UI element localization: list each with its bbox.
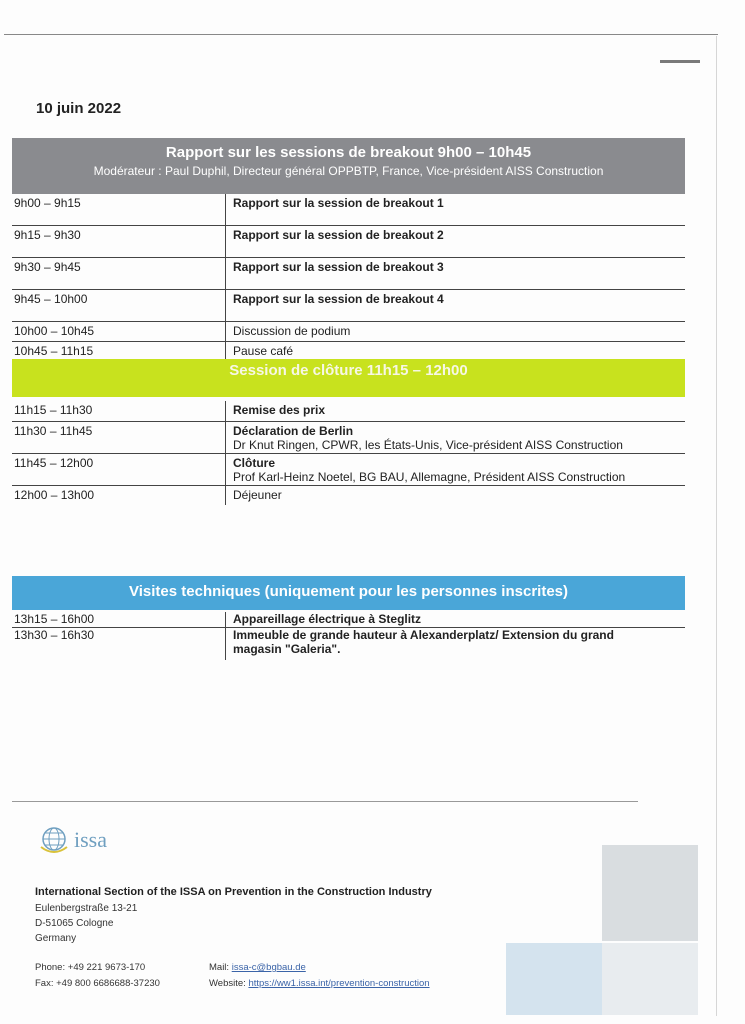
table-row xyxy=(12,422,685,454)
row-activity-continued: magasin "Galeria". xyxy=(233,642,341,656)
row-time: 10h00 – 10h45 xyxy=(14,324,95,338)
section-subtitle: Modérateur : Paul Duphil, Directeur général OPPBTP, France, Vice-président AISS Construction xyxy=(93,164,604,178)
table-row xyxy=(12,612,685,628)
row-activity: Pause café xyxy=(233,344,294,358)
table-row xyxy=(12,454,685,486)
decorative-square xyxy=(602,845,698,941)
scan-mark xyxy=(660,60,700,63)
row-time: 12h00 – 13h00 xyxy=(14,488,95,502)
address-line: Eulenbergstraße 13-21 xyxy=(35,903,138,914)
footer-divider xyxy=(12,801,638,802)
page-date: 10 juin 2022 xyxy=(36,100,122,117)
table-row xyxy=(12,486,685,505)
row-activity-detail: Prof Karl-Heinz Noetel, BG BAU, Allemagne, Président AISS Construction xyxy=(233,470,626,484)
decorative-square xyxy=(602,943,698,1015)
row-activity-cell xyxy=(225,422,683,453)
row-activity: Rapport sur la session de breakout 3 xyxy=(233,260,444,274)
table-row xyxy=(12,226,685,258)
mail-link[interactable]: issa-c@bgbau.de xyxy=(231,962,306,973)
row-activity-detail: Dr Knut Ringen, CPWR, les États-Unis, Vice-président AISS Construction xyxy=(233,438,623,452)
section-technical-visits xyxy=(12,576,685,660)
row-activity: Rapport sur la session de breakout 1 xyxy=(233,196,444,210)
page-right-edge xyxy=(716,36,717,1016)
row-activity: Appareillage électrique à Steglitz xyxy=(233,612,422,626)
row-time: 11h30 – 11h45 xyxy=(14,424,93,438)
row-activity-cell xyxy=(225,322,683,341)
row-activity-cell xyxy=(225,194,683,225)
section-closing xyxy=(12,359,685,505)
issa-logo xyxy=(38,825,338,865)
phone-line xyxy=(35,962,145,973)
row-activity-cell xyxy=(225,290,683,321)
mail-label: Mail: xyxy=(209,962,230,973)
fax-line xyxy=(35,978,160,989)
row-activity-cell xyxy=(225,226,683,257)
table-row xyxy=(12,628,685,660)
section-breakout-reports xyxy=(12,138,685,361)
row-time: 13h30 – 16h30 xyxy=(14,628,95,642)
row-activity-cell xyxy=(225,401,683,421)
phone-value: +49 221 9673-170 xyxy=(67,962,146,973)
row-activity: Immeuble de grande hauteur à Alexanderplatz/ Extension du grand xyxy=(233,628,614,642)
row-activity: Rapport sur la session de breakout 2 xyxy=(233,228,444,242)
globe-icon xyxy=(38,825,70,857)
row-activity: Remise des prix xyxy=(233,403,326,417)
row-activity-cell xyxy=(225,258,683,289)
row-activity: Déjeuner xyxy=(233,488,282,502)
mail-line xyxy=(209,962,306,973)
table-row xyxy=(12,401,685,422)
section-header xyxy=(12,138,685,194)
row-activity-cell xyxy=(225,628,683,660)
row-time: 11h15 – 11h30 xyxy=(14,403,93,417)
section-header xyxy=(12,576,685,610)
website-link[interactable]: https://ww1.issa.int/prevention-construction xyxy=(248,978,430,989)
row-activity-cell xyxy=(225,612,683,627)
row-time: 9h00 – 9h15 xyxy=(14,196,81,210)
address-line: Germany xyxy=(35,933,77,944)
table-row xyxy=(12,322,685,342)
table-row xyxy=(12,258,685,290)
row-activity: Clôture xyxy=(233,456,275,470)
page-top-edge xyxy=(4,34,718,35)
row-activity: Rapport sur la session de breakout 4 xyxy=(233,292,444,306)
logo-text: issa xyxy=(74,827,107,852)
row-time: 9h45 – 10h00 xyxy=(14,292,88,306)
table-row xyxy=(12,194,685,226)
row-activity: Discussion de podium xyxy=(233,324,351,338)
section-title: Rapport sur les sessions de breakout 9h00 – 10h45 xyxy=(165,144,532,161)
website-label: Website: xyxy=(209,978,246,989)
section-header xyxy=(12,359,685,397)
row-time: 13h15 – 16h00 xyxy=(14,612,95,626)
section-title: Visites techniques (uniquement pour les personnes inscrites) xyxy=(129,583,568,600)
decorative-square xyxy=(506,943,602,1015)
address-line: D-51065 Cologne xyxy=(35,918,114,929)
website-line xyxy=(209,978,430,989)
row-time: 10h45 – 11h15 xyxy=(14,344,94,358)
row-time: 11h45 – 12h00 xyxy=(14,456,94,470)
fax-value: +49 800 6686688-37230 xyxy=(56,978,160,989)
phone-label: Phone: xyxy=(35,962,66,973)
organization-name: International Section of the ISSA on Prevention in the Construction Industry xyxy=(35,886,432,898)
row-time: 9h15 – 9h30 xyxy=(14,228,81,242)
row-time: 9h30 – 9h45 xyxy=(14,260,81,274)
row-activity: Déclaration de Berlin xyxy=(233,424,354,438)
row-activity-cell xyxy=(225,454,683,485)
section-title: Session de clôture 11h15 – 12h00 xyxy=(229,362,468,379)
table-row xyxy=(12,290,685,322)
fax-label: Fax: xyxy=(35,978,54,989)
row-activity-cell xyxy=(225,486,683,505)
